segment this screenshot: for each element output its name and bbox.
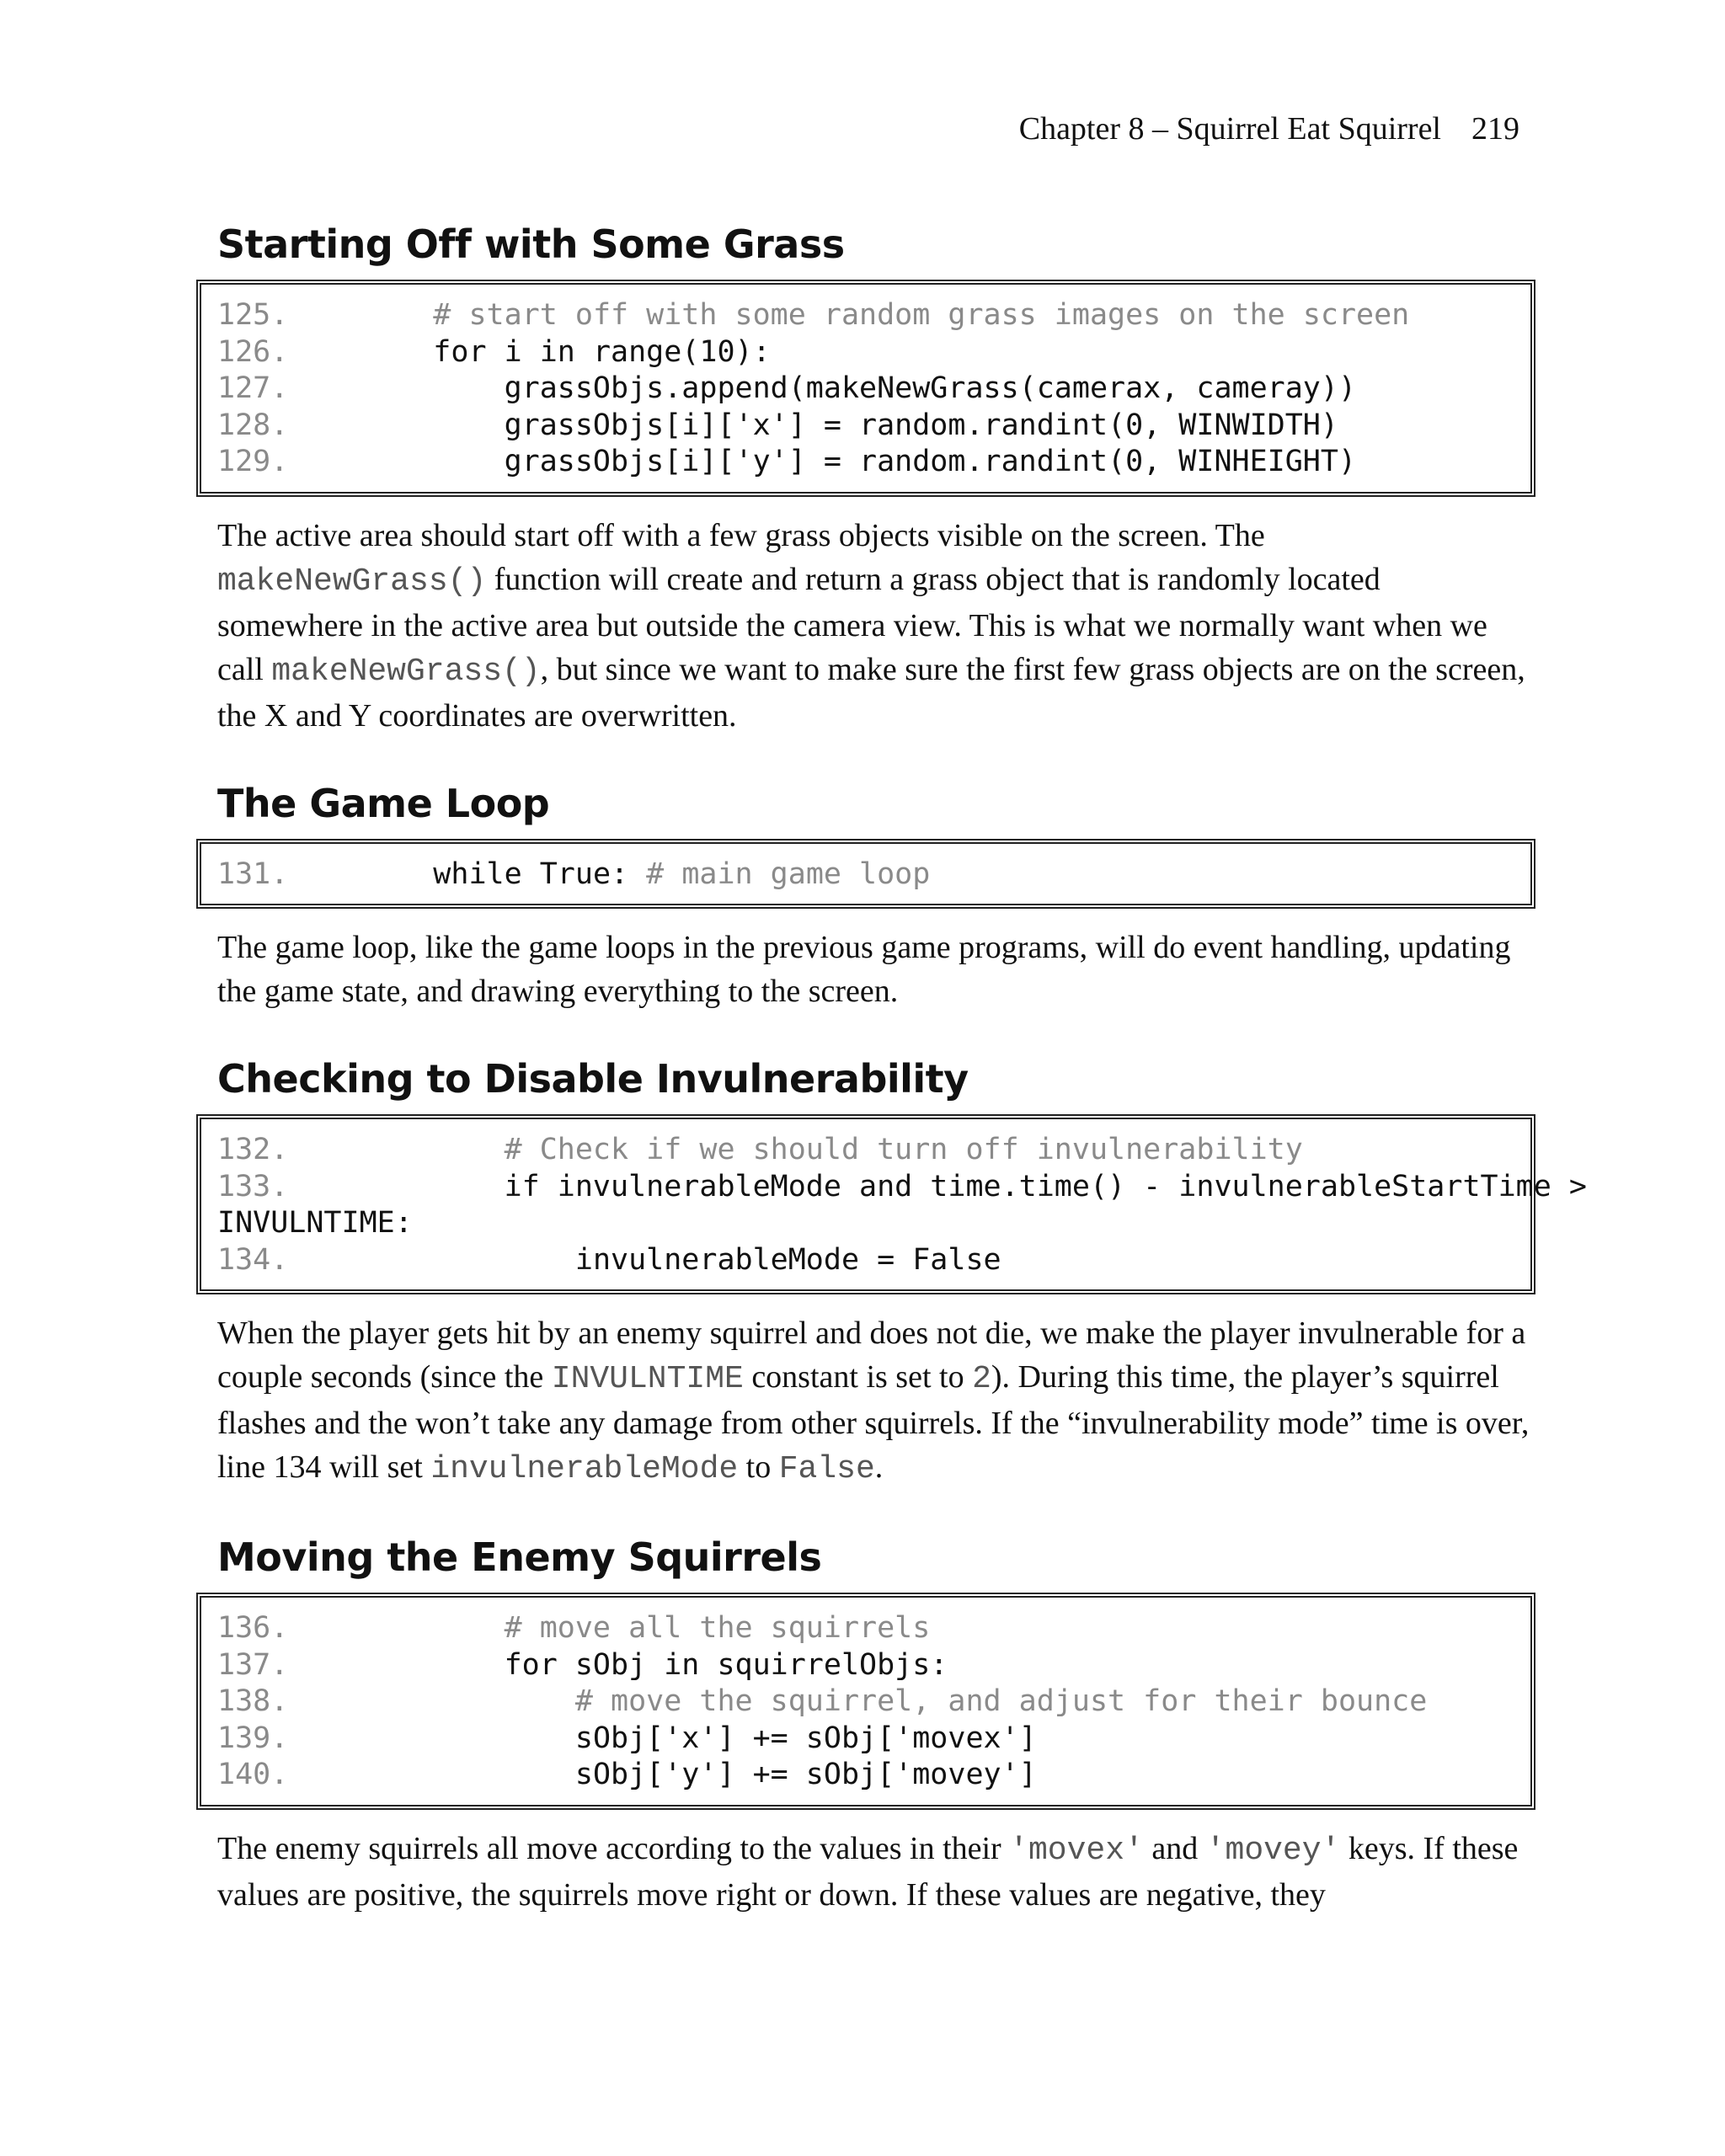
line-number: 136. (217, 1611, 289, 1645)
code-comment: # Check if we should turn off invulnerability (504, 1133, 1303, 1166)
running-header (0, 108, 1519, 150)
section-heading: Checking to Disable Invulnerability (217, 1056, 969, 1102)
inline-code: 'movey' (1205, 1832, 1341, 1869)
body-paragraph: When the player gets hit by an enemy squirrel and does not die, we make the player invulnerable for a couple seconds (since the INVULNTIME constant is set to 2). During this time, the player’s squirrel flashes and the won’t take any damage from other squirrels. If the “invulnerability mode” time is over, line 134 will set invulnerableMode to False. (217, 1315, 1530, 1487)
line-number: 126. (217, 334, 289, 369)
code-line: 134. invulnerableMode = False (217, 1242, 1514, 1279)
code-listing (196, 1593, 1535, 1810)
code-line: 129. grassObjs[i]['y'] = random.randint(0, WINHEIGHT) (217, 444, 1514, 481)
code-line: 139. sObj['x'] += sObj['movex'] (217, 1721, 1514, 1758)
body-paragraph: The enemy squirrels all move according to the values in their 'movex' and 'movey' keys. If these values are positive, the squirrels move right or down. If these values are negative, they (217, 1830, 1519, 1913)
section-heading: The Game Loop (217, 780, 550, 826)
body-paragraph: The game loop, like the game loops in the previous game programs, will do event handling, updating the game state, and drawing everything to the screen. (217, 930, 1511, 1009)
code-listing (196, 1114, 1587, 1294)
line-number: 134. (217, 1242, 289, 1277)
inline-code: 'movex' (1009, 1832, 1144, 1869)
section-starting-grass (217, 219, 1525, 738)
code-line: 140. sObj['y'] += sObj['movey'] (217, 1757, 1514, 1794)
line-number: 137. (217, 1647, 289, 1682)
code-line (217, 1132, 1514, 1169)
line-number: 140. (217, 1758, 289, 1791)
page-number: 219 (1471, 111, 1519, 147)
code-line: 128. grassObjs[i]['x'] = random.randint(0, WINWIDTH) (217, 408, 1514, 445)
line-number: 128. (217, 408, 289, 442)
body-paragraph: The active area should start off with a few grass objects visible on the screen. The makeNewGrass() function will create and return a grass object that is randomly located somewhere in the active area but outside the camera view. This is what we normally want when we call makeNewGrass(), but since we want to make sure the first few grass objects are on the screen, the X and Y coordinates are overwritten. (217, 517, 1525, 734)
section-heading: Starting Off with Some Grass (217, 221, 845, 267)
section-heading: Moving the Enemy Squirrels (217, 1534, 822, 1580)
inline-code: makeNewGrass() (271, 653, 541, 690)
page-content (217, 219, 1587, 1917)
code-comment: # move all the squirrels (504, 1611, 931, 1645)
code-line: 127. grassObjs.append(makeNewGrass(camerax, cameray)) (217, 371, 1514, 408)
code-comment: # start off with some random grass images on the screen (433, 298, 1410, 332)
code-listing (196, 839, 1535, 910)
line-number: 139. (217, 1721, 289, 1755)
code-comment: # move the squirrel, and adjust for their bounce (574, 1684, 1428, 1718)
code-line (217, 297, 1514, 334)
inline-code: 2 (972, 1361, 991, 1397)
line-number: 127. (217, 371, 289, 405)
line-number: 125. (217, 298, 289, 332)
code-line: 137. for sObj in squirrelObjs: (217, 1647, 1514, 1684)
line-number: 131. (217, 857, 289, 891)
code-comment: # main game loop (646, 857, 931, 891)
section-invulnerability (217, 1054, 1587, 1492)
chapter-title: Chapter 8 – Squirrel Eat Squirrel (1018, 111, 1441, 147)
inline-code: INVULNTIME (551, 1361, 744, 1397)
code-line: 131. while True: # main game loop (217, 857, 1514, 894)
line-number: 138. (217, 1684, 289, 1718)
section-enemy-squirrels (217, 1532, 1521, 1917)
code-line (217, 1684, 1514, 1721)
code-line: 133. if invulnerableMode and time.time() - invulnerableStartTime > (217, 1169, 1514, 1206)
inline-code: False (778, 1451, 875, 1487)
inline-code: invulnerableMode (430, 1451, 739, 1487)
code-line: 126. for i in range(10): (217, 334, 1514, 371)
line-number: 129. (217, 445, 289, 478)
section-game-loop (217, 778, 1521, 1014)
inline-code: makeNewGrass() (217, 563, 487, 600)
line-number: 132. (217, 1133, 289, 1166)
line-number: 133. (217, 1169, 289, 1203)
code-listing (196, 280, 1535, 497)
code-line-wrapped: INVULNTIME: (217, 1206, 413, 1240)
code-line (217, 1610, 1514, 1647)
